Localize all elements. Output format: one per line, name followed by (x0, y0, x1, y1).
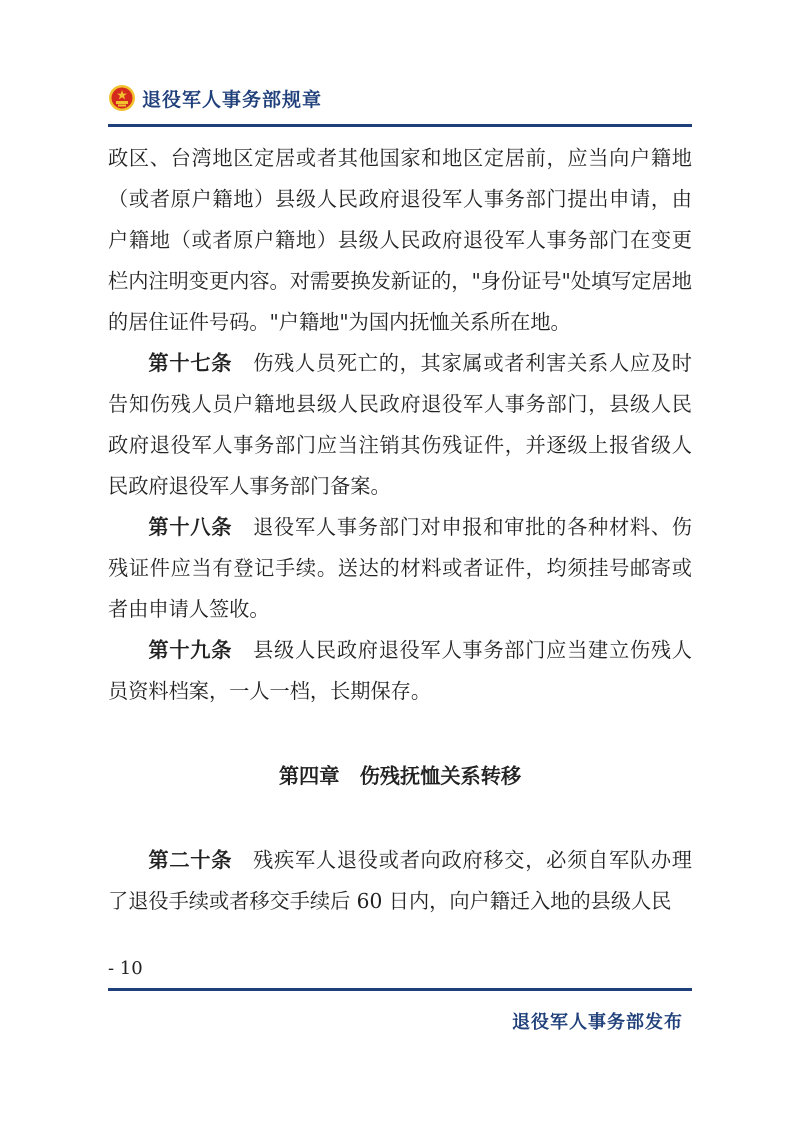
body-section-1 (108, 138, 692, 712)
footer-publisher: 退役军人事务部发布 (512, 1012, 683, 1033)
page-number: - 10 (108, 958, 143, 979)
article-text: 县级人民政府退役军人事务部门应当建立伤残人员资料档案，一人一档，长期保存。 (108, 638, 692, 703)
article-label: 第二十条 (148, 848, 233, 872)
national-emblem-icon (108, 84, 136, 112)
article-18 (108, 507, 692, 630)
article-text: 退役军人事务部门对申报和审批的各种材料、伤残证件应当有登记手续。送达的材料或者证件，均须挂号邮寄或者由申请人签收。 (108, 515, 692, 621)
footer-divider (108, 988, 692, 991)
article-text: 伤残人员死亡的，其家属或者利害关系人应及时告知伤残人员户籍地县级人民政府退役军人事务部门，县级人民政府退役军人事务部门应当注销其伤残证件，并逐级上报省级人民政府退役军人事务部门备案。 (108, 351, 692, 498)
header-title: 退役军人事务部规章 (142, 88, 323, 111)
continued-paragraph: 政区、台湾地区定居或者其他国家和地区定居前，应当向户籍地（或者原户籍地）县级人民政府退役军人事务部门提出申请，由户籍地（或者原户籍地）县级人民政府退役军人事务部门在变更栏内注明变更内容。对需要换发新证的，"身份证号"处填写定居地的居住证件号码。"户籍地"为国内抚恤关系所在地。 (108, 146, 692, 334)
article-label: 第十八条 (148, 515, 233, 539)
article-20 (108, 840, 692, 922)
article-label: 第十九条 (148, 638, 233, 662)
chapter-heading: 第四章 伤残抚恤关系转移 (278, 764, 522, 788)
page-header (108, 84, 322, 112)
header-divider (108, 124, 692, 127)
article-19 (108, 630, 692, 712)
article-17 (108, 343, 692, 507)
article-text: 残疾军人退役或者向政府移交，必须自军队办理了退役手续或者移交手续后 60 日内，向户籍迁入地的县级人民 (108, 848, 692, 913)
body-section-2 (108, 840, 692, 922)
article-label: 第十七条 (148, 351, 233, 375)
